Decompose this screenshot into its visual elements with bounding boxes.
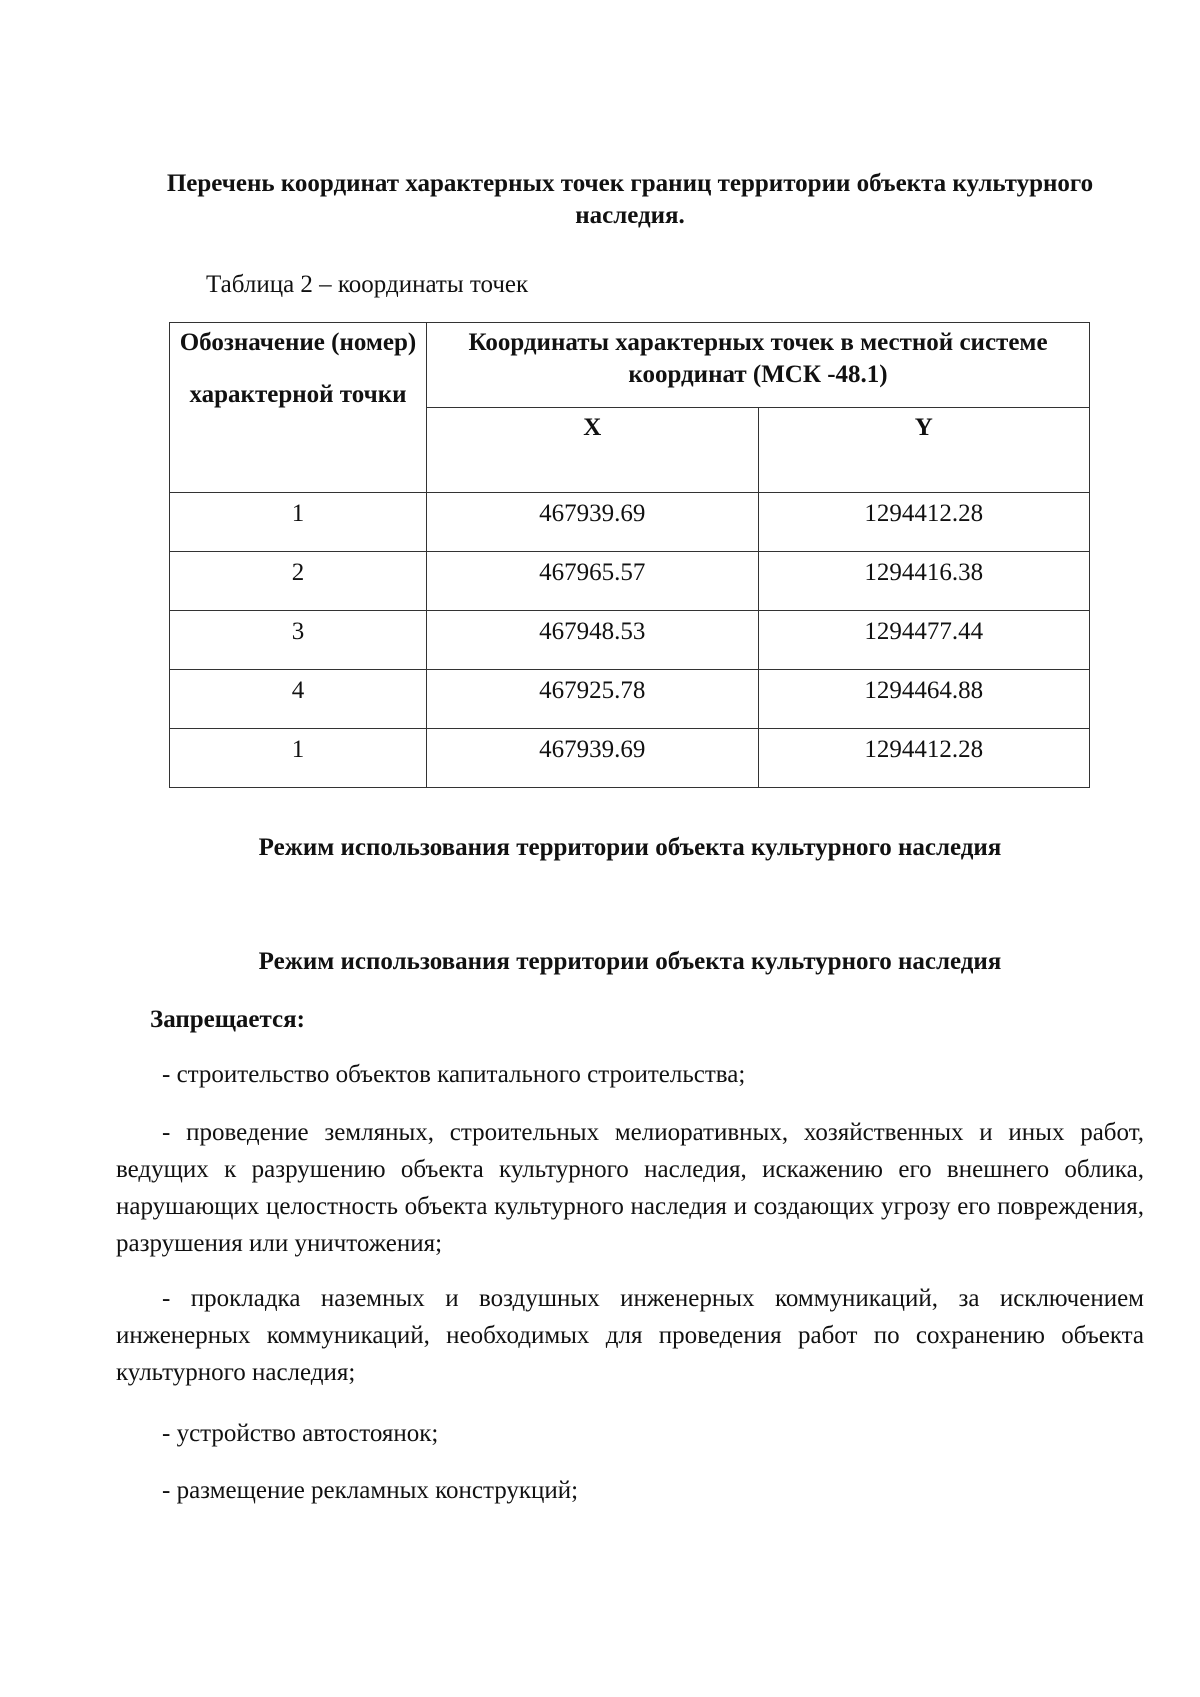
- point-cell: 1: [170, 729, 427, 788]
- y-column-header: Y: [758, 408, 1090, 493]
- y-cell: 1294412.28: [758, 729, 1090, 788]
- x-cell: 467939.69: [427, 493, 759, 552]
- list-item: - проведение земляных, строительных мелиоративных, хозяйственных и иных работ, ведущих к разрушению объекта культурного наследия, искажению его внешнего облика, нарушающих целостность объекта культурного наследия и создающих угрозу его повреждения, разрушения или уничтожения;: [116, 1119, 1144, 1257]
- list-item: - устройство автостоянок;: [162, 1420, 439, 1447]
- x-column-header: X: [427, 408, 759, 493]
- x-cell: 467939.69: [427, 729, 759, 788]
- designation-header-line1: Обозначение (номер): [179, 329, 417, 356]
- y-cell: 1294412.28: [758, 493, 1090, 552]
- point-cell: 1: [170, 493, 427, 552]
- point-cell: 4: [170, 670, 427, 729]
- y-cell: 1294477.44: [758, 611, 1090, 670]
- x-cell: 467948.53: [427, 611, 759, 670]
- designation-header: [170, 323, 427, 493]
- y-cell: 1294464.88: [758, 670, 1090, 729]
- coordinates-table: [169, 322, 1090, 788]
- table-header-row: [170, 323, 1090, 408]
- point-cell: 3: [170, 611, 427, 670]
- forbidden-label: Запрещается:: [150, 1006, 306, 1033]
- point-cell: 2: [170, 552, 427, 611]
- x-cell: 467965.57: [427, 552, 759, 611]
- list-item: - строительство объектов капитального строительства;: [162, 1061, 746, 1088]
- table-caption: Таблица 2 – координаты точек: [206, 271, 529, 298]
- x-cell: 467925.78: [427, 670, 759, 729]
- section-heading-2: Режим использования территории объекта культурного наследия: [258, 948, 1002, 975]
- designation-header-line2: характерной точки: [189, 381, 407, 408]
- list-item: - размещение рекламных конструкций;: [162, 1477, 579, 1504]
- list-item: - прокладка наземных и воздушных инженерных коммуникаций, за исключением инженерных коммуникаций, необходимых для проведения работ по сохранению объекта культурного наследия;: [116, 1285, 1144, 1386]
- table-row: [170, 493, 1090, 552]
- document-title: Перечень координат характерных точек границ территории объекта культурного наследия.: [166, 170, 1094, 229]
- section-heading-1: Режим использования территории объекта культурного наследия: [258, 834, 1002, 861]
- y-cell: 1294416.38: [758, 552, 1090, 611]
- table-row: [170, 552, 1090, 611]
- table-row: [170, 670, 1090, 729]
- table-row: [170, 611, 1090, 670]
- coordinates-group-header: Координаты характерных точек в местной системе координат (МСК -48.1): [427, 323, 1090, 408]
- table-row: [170, 729, 1090, 788]
